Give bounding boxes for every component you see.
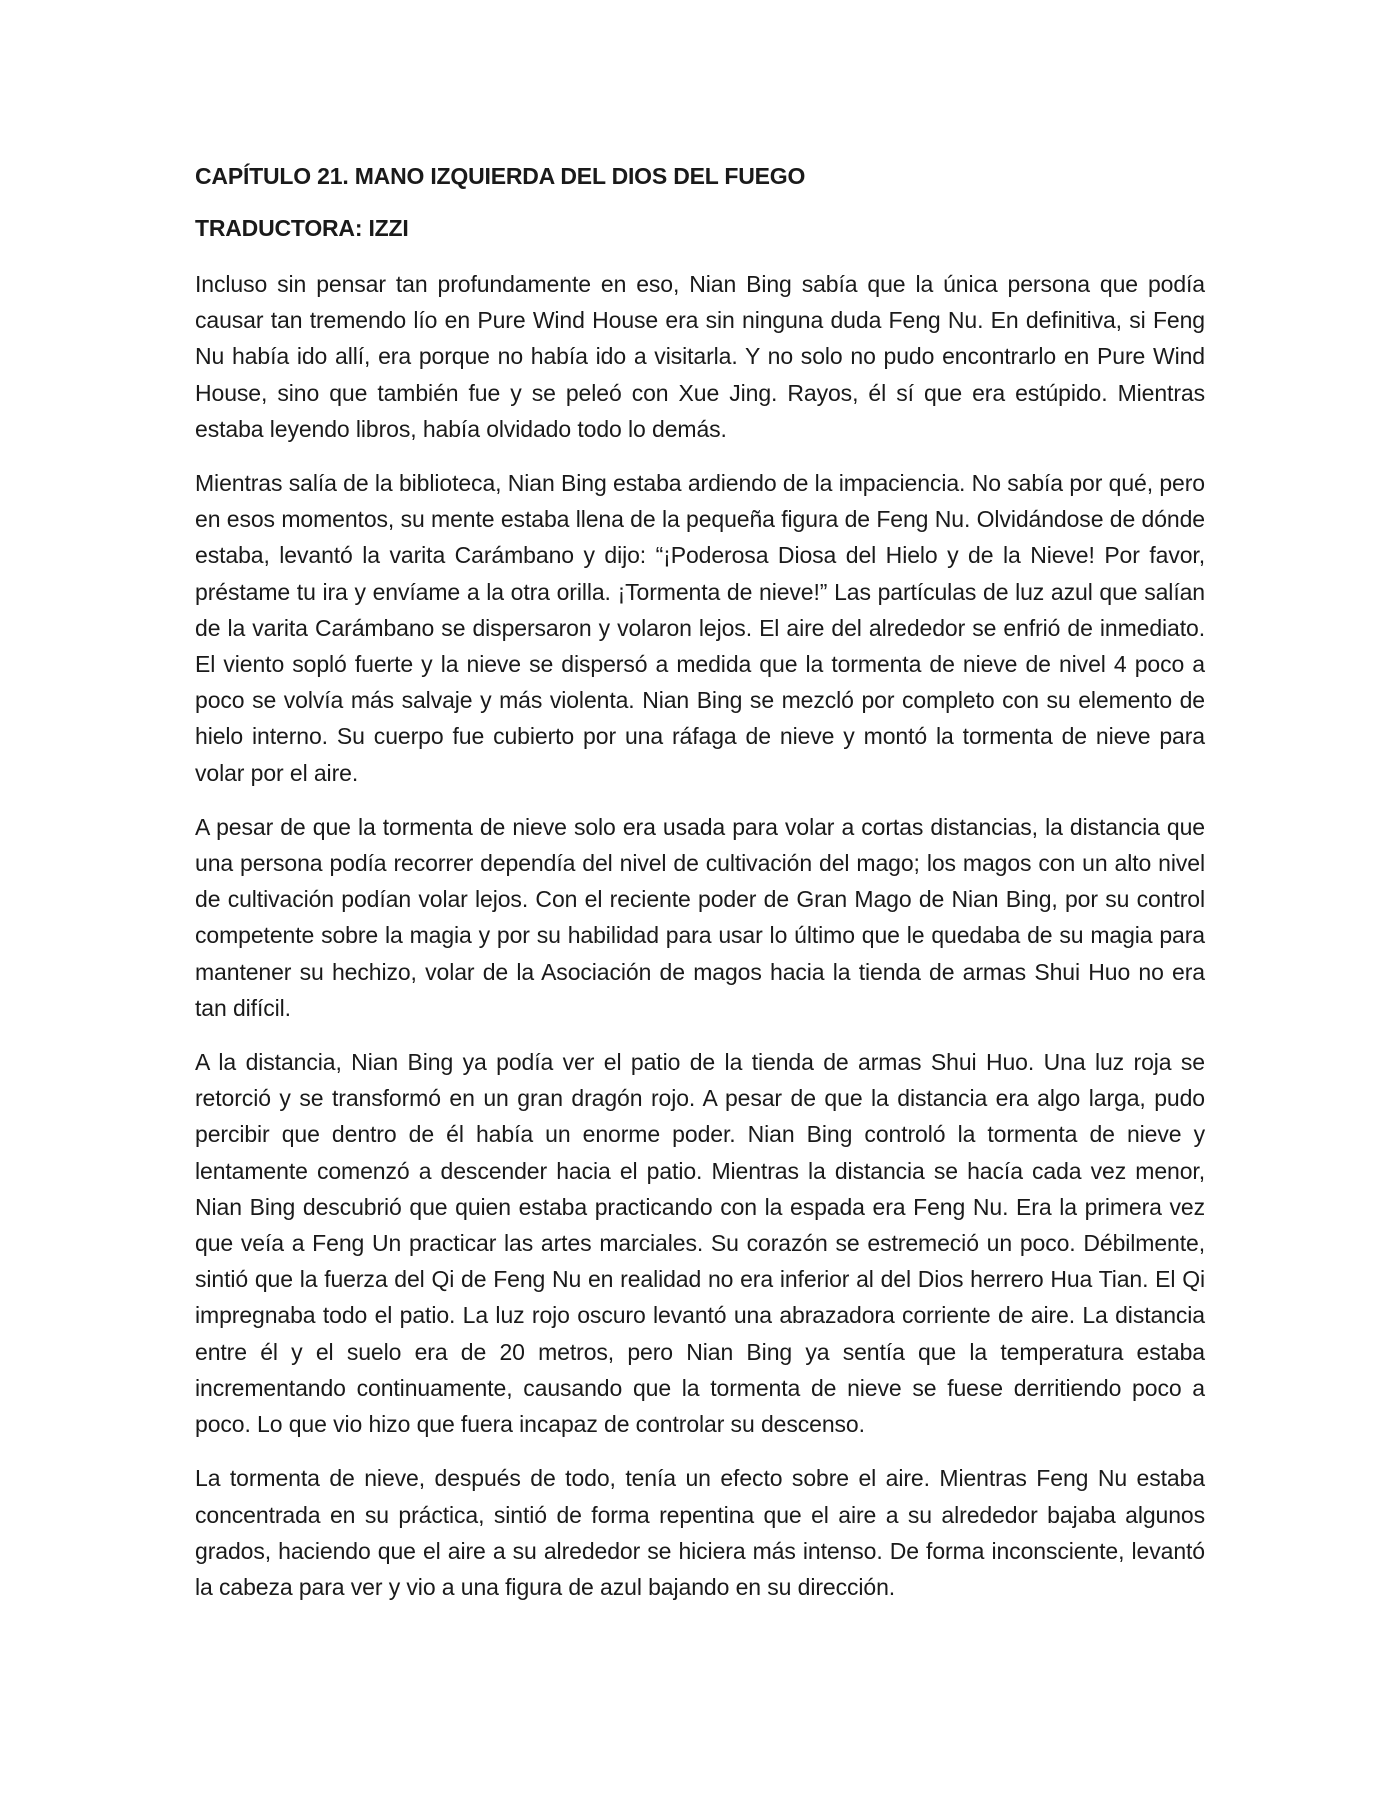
paragraph: La tormenta de nieve, después de todo, tenía un efecto sobre el aire. Mientras Feng Nu estaba concentrada en su práctica, sintió de forma repentina que el aire a su alrededor bajaba algunos grados, haciendo que el aire a su alrededor se hiciera más intenso. De forma inconsciente, levantó la cabeza para ver y vio a una figura de azul bajando en su dirección. (195, 1465, 1205, 1600)
paragraph: A pesar de que la tormenta de nieve solo era usada para volar a cortas distancias, la distancia que una persona podía recorrer dependía del nivel de cultivación del mago; los magos con un alto nivel de cultivación podían volar lejos. Con el reciente poder de Gran Mago de Nian Bing, por su control competente sobre la magia y por su habilidad para usar lo último que le quedaba de su magia para mantener su hechizo, volar de la Asociación de magos hacia la tienda de armas Shui Huo no era tan difícil. (195, 813, 1205, 1021)
paragraph: A la distancia, Nian Bing ya podía ver el patio de la tienda de armas Shui Huo. Una luz roja se retorció y se transformó en un gran dragón rojo. A pesar de que la distancia era algo larga, pudo percibir que dentro de él había un enorme poder. Nian Bing controló la tormenta de nieve y lentamente comenzó a descender hacia el patio. Mientras la distancia se hacía cada vez menor, Nian Bing descubrió que quien estaba practicando con la espada era Feng Nu. Era la primera vez que veía a Feng Un practicar las artes marciales. Su corazón se estremeció un poco. Débilmente, sintió que la fuerza del Qi de Feng Nu en realidad no era inferior al del Dios herrero Hua Tian. El Qi impregnaba todo el patio. La luz rojo oscuro levantó una abrazadora corriente de aire. La distancia entre él y el suelo era de 20 metros, pero Nian Bing ya sentía que la temperatura estaba incrementando continuamente, causando que la tormenta de nieve se fuese derritiendo poco a poco. Lo que vio hizo que fuera incapaz de controlar su descenso. (195, 1049, 1205, 1438)
translator-credit: TRADUCTORA: IZZI (195, 215, 409, 241)
document-page (195, 160, 1205, 1623)
paragraph: Mientras salía de la biblioteca, Nian Bing estaba ardiendo de la impaciencia. No sabía por qué, pero en esos momentos, su mente estaba llena de la pequeña figura de Feng Nu. Olvidándose de dónde estaba, levantó la varita Carámbano y dijo: “¡Poderosa Diosa del Hielo y de la Nieve! Por favor, préstame tu ira y envíame a la otra orilla. ¡Tormenta de nieve!” Las partículas de luz azul que salían de la varita Carámbano se dispersaron y volaron lejos. El aire del alrededor se enfrió de inmediato. El viento sopló fuerte y la nieve se dispersó a medida que la tormenta de nieve de nivel 4 poco a poco se volvía más salvaje y más violenta. Nian Bing se mezcló por completo con su elemento de hielo interno. Su cuerpo fue cubierto por una ráfaga de nieve y montó la tormenta de nieve para volar por el aire. (195, 470, 1205, 786)
chapter-title: CAPÍTULO 21. MANO IZQUIERDA DEL DIOS DEL FUEGO (195, 163, 806, 189)
paragraph: Incluso sin pensar tan profundamente en eso, Nian Bing sabía que la única persona que podía causar tan tremendo lío en Pure Wind House era sin ninguna duda Feng Nu. En definitiva, si Feng Nu había ido allí, era porque no había ido a visitarla. Y no solo no pudo encontrarlo en Pure Wind House, sino que también fue y se peleó con Xue Jing. Rayos, él sí que era estúpido. Mientras estaba leyendo libros, había olvidado todo lo demás. (195, 271, 1205, 442)
